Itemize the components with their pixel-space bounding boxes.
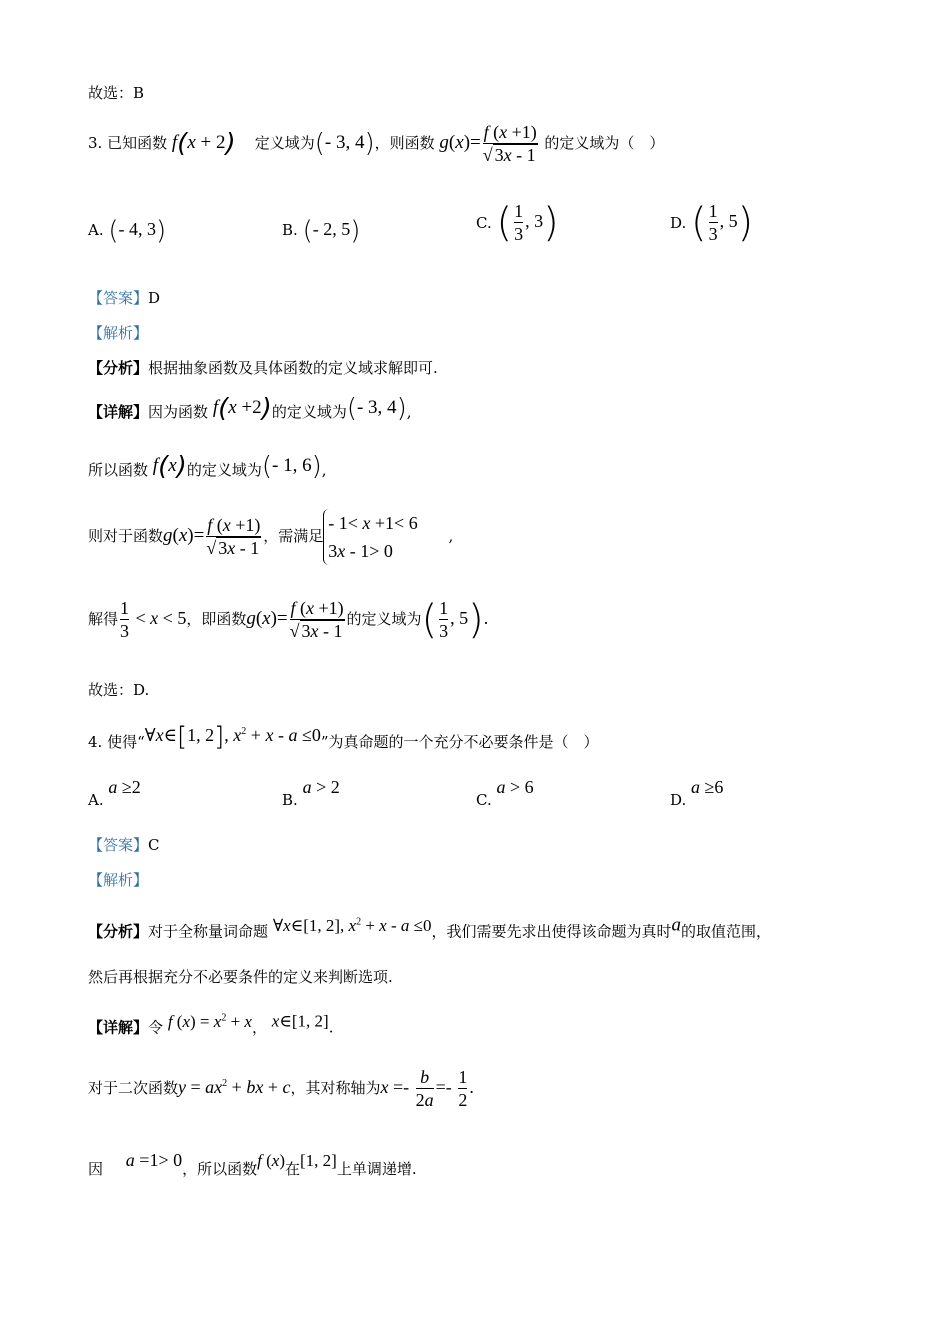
choice-line-q3: 故选：D. <box>88 681 150 699</box>
option-c: C. a > 6 <box>476 777 534 809</box>
question-3: 3. 已知函数 f(x + 2) 定义域为(- 3, 4)，则函数 g(x)= $\frac{f (x +1)}{√ 3x - 1}$ 的定义域为（ ） <box>88 122 665 165</box>
formula-f-x-plus-2: f(x + 2) <box>171 128 236 159</box>
detail-line-1-q3: 【详解】因为函数 f(x +2)的定义域为(- 3, 4), <box>88 393 412 424</box>
option-d: D. a ≥6 <box>670 777 724 809</box>
option-a: A. a ≥2 <box>88 777 141 809</box>
question-4: 4. 使得“∀x∈[1, 2], $x^2 + x - a \le 0$”为真命题的一个充分不必要条件是（ ） <box>88 721 599 752</box>
formula-g-definition: g(x)= $\frac{f (x +1)}{√ 3x - 1}$ <box>439 122 537 165</box>
option-d: D. ( $\frac{1}{3}$ , 5) <box>670 200 754 246</box>
detail-line-4-q3: 解得 $\frac{1}{3}$ < x < 5，即函数g(x)= $\frac{f (x +1)}{√ 3x - 1}$ 的定义域为( $\frac{1}{3}$ , 5). <box>88 596 489 643</box>
formula-interval-m3-4: (- 3, 4) <box>314 128 375 159</box>
option-c: C. ( $\frac{1}{3}$ , 3) <box>476 200 559 246</box>
detail-line-2-q3: 所以函数 f(x)的定义域为(- 1, 6), <box>88 451 327 482</box>
analysis-text-q3: 【分析】根据抽象函数及具体函数的定义域求解即可. <box>88 359 438 377</box>
answer-line-q2: 故选：B <box>88 84 145 102</box>
option-b: B. a > 2 <box>282 777 340 809</box>
option-a: A. (- 4, 3) <box>88 215 167 246</box>
answer-line-q4: 【答案】C <box>88 836 160 854</box>
option-b: B. (- 2, 5) <box>282 215 361 246</box>
detail-line-3-q4: 因 a =1> 0，所以函数f (x)在[1, 2]上单调递增. <box>88 1150 417 1178</box>
question-number: 4. <box>88 733 103 751</box>
detail-line-3-q3: 则对于函数g(x)= $\frac{f (x +1)}{√ 3x - 1}$ ，需满足 - 1< x +1< 6 3x - 1> 0 , <box>88 506 453 566</box>
question-number: 3. <box>88 134 103 152</box>
detail-line-1-q4: 【详解】令 f $(x) = x^2 + x$， x∈[1, 2]. <box>88 1011 334 1037</box>
answer-line-q3: 【答案】D <box>88 289 161 307</box>
analysis-heading-q3: 【解析】 <box>88 324 149 342</box>
detail-line-2-q4: 对于二次函数$y = ax^2$ + bx + c，其对称轴为x =- $\frac{b}{2a}$ =- $\frac{1}{2}$ . <box>88 1067 474 1110</box>
analysis-heading-q4: 【解析】 <box>88 871 149 889</box>
analysis-text-q4-cont: 然后再根据充分不必要条件的定义来判断选项. <box>88 968 393 986</box>
analysis-text-q4: 【分析】对于全称量词命题 ∀x∈[1, 2], $x^2 + x - a \le 0$，我们需要先求出使得该命题为真时a的取值范围， <box>88 914 772 941</box>
